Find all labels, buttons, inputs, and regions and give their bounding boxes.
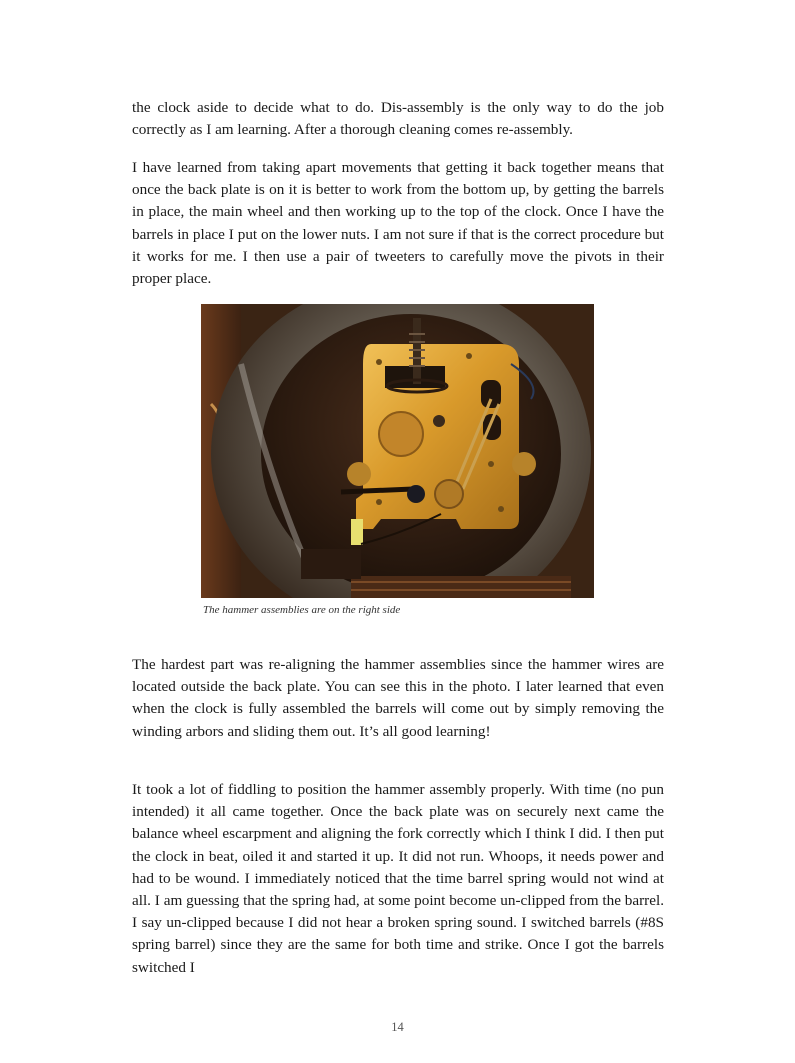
page-number: 14 [391,1020,404,1034]
figure-caption: The hammer assemblies are on the right side [203,604,401,616]
paragraph-1: the clock aside to decide what to do. Dis-assembly is the only way to do the job correctly as I am learning. After a thorough cleaning comes re-assembly. [132,99,664,139]
paragraph-2: I have learned from taking apart movements that getting it back together means that once the back plate is on it is better to work from the bottom up, by getting the barrels in place, the main wheel and then working up to the top of the clock. Once I have the barrels in place I put on the lower nuts. I am not sure if that is the correct procedure but it works for me. I then use a pair of tweeters to carefully move the pivots in their proper place. [132,159,664,288]
paragraph-3: The hardest part was re-aligning the hammer assemblies since the hammer wires are located outside the back plate. You can see this in the photo. I later learned that even when the clock is fully assembled the barrels will come out by simply removing the winding arbors and sliding them out. It’s all good learning! [132,656,664,740]
clock-movement-illustration [201,304,594,598]
paragraph-4: It took a lot of fiddling to position the hammer assembly properly. With time (no pun intended) it all came together. Once the back plate was on securely next came the balance wheel escarpment and aligning the fork correctly which I think I did. I then put the clock in beat, oiled it and started it up. It did not run. Whoops, it needs power and had to be wound. I immediately noticed that the time barrel spring would not wind at all. I am guessing that the spring had, at some point become un-clipped from the barrel. I say un-clipped because I did not hear a broken spring sound. I switched barrels (#8S spring barrel) since they are the same for both time and strike. Once I got the barrels switched I [132,781,664,976]
clock-movement-photo [201,304,594,598]
